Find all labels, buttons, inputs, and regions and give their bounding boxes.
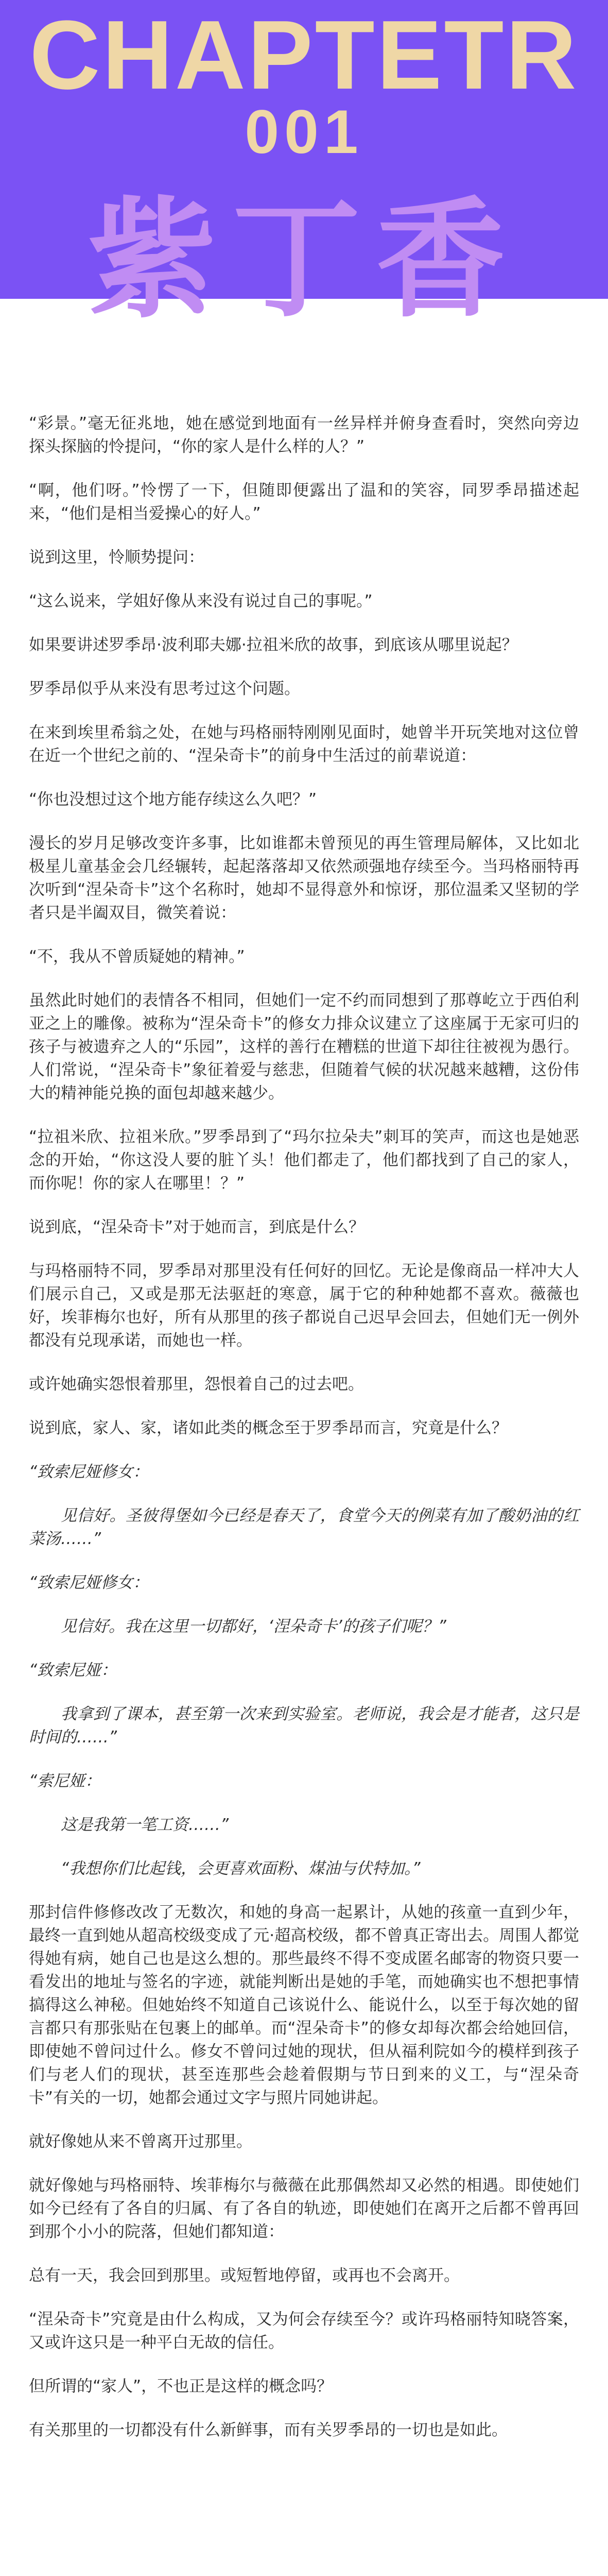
letter-salutation: “致索尼娅修女： <box>29 1573 149 1592</box>
letter-salutation: “致索尼娅修女： <box>29 1463 149 1481</box>
letter-line: 这是我第一笔工资……” <box>61 1816 229 1834</box>
paragraph: 那封信件修修改改了无数次，和她的身高一起累计，从她的孩童一直到少年，最终一直到她从超高校级变成了元·超高校级，都不曾真正寄出去。周围人都觉得她有病，她自己也是这么想的。那些最终不得不变成匿名邮寄的物资只要一看发出的地址与签名的字迹，就能判断出是她的手笔，而她确实也不想把事情搞得这么神秘。但她始终不知道自己该说什么、能说什么，以至于每次她的留言都只有那张贴在包裹上的邮单。而“涅朵奇卡”的修女却每次都会给她回信，即使她不曾问过什么。修女不曾问过她的现状，但从福利院如今的模样到孩子们与老人们的现状，甚至连那些会趁着假期与节日到来的义工，与“涅朵奇卡”有关的一切，她都会通过文字与照片同她讲起。 <box>29 1903 579 2107</box>
paragraph: 但所谓的“家人”，不也正是这样的概念吗？ <box>29 2377 333 2396</box>
paragraph: 罗季昂似乎从来没有思考过这个问题。 <box>29 680 300 698</box>
letter-line: “我想你们比起钱，会更喜欢面粉、煤油与伏特加。” <box>61 1859 421 1878</box>
paragraph: 就好像她从来不曾离开过那里。 <box>29 2132 252 2151</box>
chapter-title-cn: 紫丁香 <box>88 185 520 335</box>
letter-salutation: “索尼娅： <box>29 1772 101 1790</box>
paragraph: 就好像她与玛格丽特、埃菲梅尔与薇薇在此那偶然却又必然的相遇。即使她们如今已经有了各自的归属、有了各自的轨迹，即使她们在离开之后都不曾再回到那个小小的院落，但她们都知道： <box>29 2176 579 2241</box>
paragraph: 漫长的岁月足够改变许多事，比如谁都未曾预见的再生管理局解体，又比如北极星儿童基金会几经辗转，起起落落却又依然顽强地存续至今。当玛格丽特再次听到“涅朵奇卡”这个名称时，她却不显得意外和惊讶，那位温柔又坚韧的学者只是半阖双目，微笑着说： <box>29 834 579 922</box>
paragraph: “这么说来，学姐好像从来没有说过自己的事呢。” <box>29 592 373 611</box>
paragraph: 或许她确实怨恨着那里，怨恨着自己的过去吧。 <box>29 1375 364 1394</box>
letter-line: 我拿到了课本，甚至第一次来到实验室。老师说，我会是才能者，这只是时间的……” <box>29 1705 579 1747</box>
paragraph: “拉祖米欣、拉祖米欣。”罗季昂到了“玛尔拉朵夫”刺耳的笑声，而这也是她恶念的开始，“你这没人要的脏丫头！他们都走了，他们都找到了自己的家人，而你呢！你的家人在哪里！？” <box>29 1128 579 1193</box>
letter-line: 见信好。我在这里一切都好，‘涅朵奇卡’的孩子们呢？” <box>61 1617 446 1636</box>
paragraph: 说到底，“涅朵奇卡”对于她而言，到底是什么？ <box>29 1218 365 1236</box>
letter-salutation: “致索尼娅： <box>29 1661 117 1680</box>
paragraph: “涅朵奇卡”究竟是由什么构成，又为何会存续至今？或许玛格丽特知晓答案，又或许这只是一种平白无故的信任。 <box>29 2310 579 2352</box>
chapter-body <box>0 412 608 2442</box>
paragraph: 如果要讲述罗季昂·波利耶夫娜·拉祖米欣的故事，到底该从哪里说起？ <box>29 636 518 654</box>
chapter-header <box>0 0 608 412</box>
paragraph: 有关那里的一切都没有什么新鲜事，而有关罗季昂的一切也是如此。 <box>29 2421 508 2439</box>
paragraph: “不，我从不曾质疑她的精神。” <box>29 947 245 966</box>
paragraph: 虽然此时她们的表情各不相同，但她们一定不约而同想到了那尊屹立于西伯利亚之上的雕像。被称为“涅朵奇卡”的修女力排众议建立了这座属于无家可归的孩子与被遗弃之人的“乐园”，这样的善行在糟糕的世道下却往往被视为愚行。人们常说，“涅朵奇卡”象征着爱与慈悲，但随着气候的状况越来越糟，这份伟大的精神能兑换的面包却越来越少。 <box>29 991 579 1103</box>
letter-line: 见信好。圣彼得堡如今已经是春天了，食堂今天的例菜有加了酸奶油的红菜汤……” <box>29 1506 579 1548</box>
paragraph: “彩景。”毫无征兆地，她在感觉到地面有一丝异样并俯身查看时，突然向旁边探头探脑的怜提问，“你的家人是什么样的人？” <box>29 414 579 456</box>
chapter-title-en: CHAPTETR <box>29 1 579 110</box>
paragraph: 说到这里，怜顺势提问： <box>29 548 204 567</box>
chapter-number: 001 <box>245 97 363 166</box>
paragraph: “你也没想过这个地方能存续这么久吧？” <box>29 790 317 809</box>
paragraph: 与玛格丽特不同，罗季昂对那里没有任何好的回忆。无论是像商品一样冲大人们展示自己，又或是那无法驱赶的寒意，属于它的种种她都不喜欢。薇薇也好，埃菲梅尔也好，所有从那里的孩子都说自己迟早会回去，但她们无一例外都没有兑现承诺，而她也一样。 <box>29 1262 579 1350</box>
paragraph: “啊，他们呀。”怜愣了一下，但随即便露出了温和的笑容，同罗季昂描述起来，“他们是相当爱操心的好人。” <box>29 481 579 523</box>
paragraph: 总有一天，我会回到那里。或短暂地停留，或再也不会离开。 <box>29 2266 460 2285</box>
paragraph: 说到底，家人、家，诸如此类的概念至于罗季昂而言，究竟是什么？ <box>29 1419 508 1437</box>
paragraph: 在来到埃里希翁之处，在她与玛格丽特刚刚见面时，她曾半开玩笑地对这位曾在近一个世纪之前的、“涅朵奇卡”的前身中生活过的前辈说道： <box>29 723 579 765</box>
